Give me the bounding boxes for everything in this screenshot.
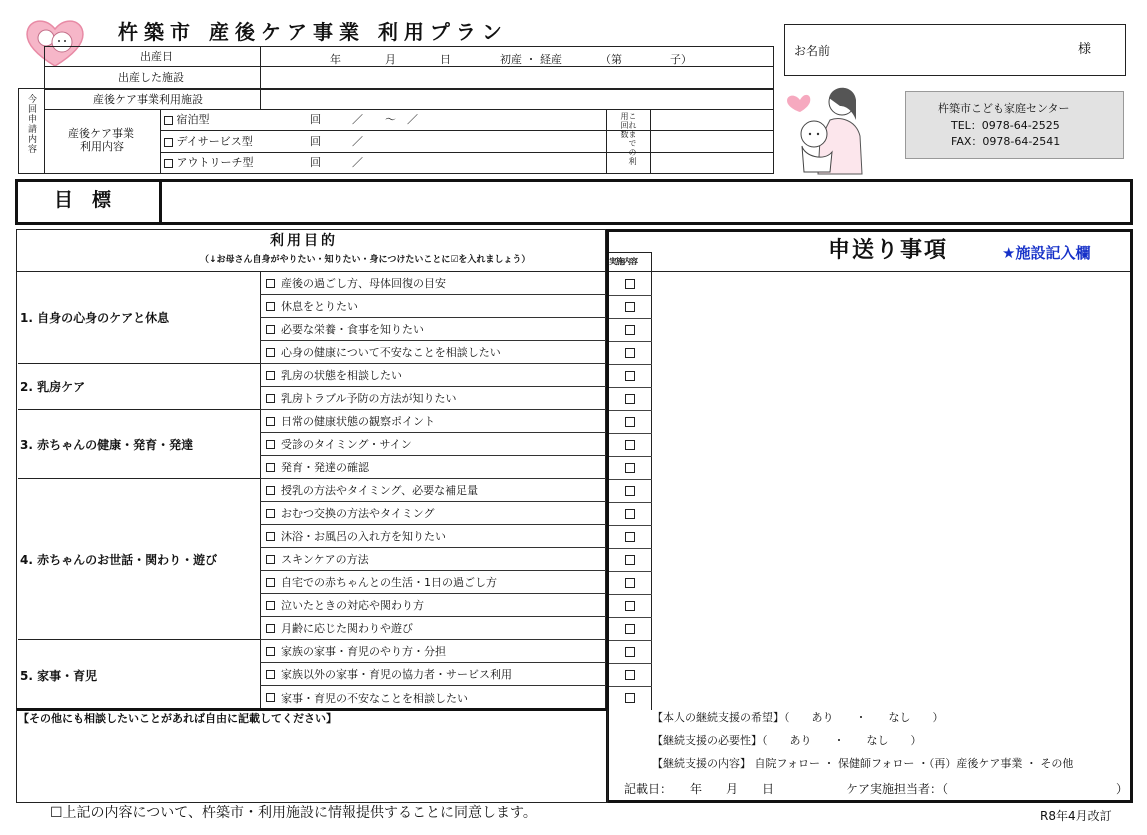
group-3: 3. 赤ちゃんの健康・発育・発達 [18,410,260,479]
staff-close: ） [1116,782,1129,796]
done-checkbox[interactable] [625,394,635,404]
record-date: 記載日： 年 月 日 [624,782,775,796]
continuation-need: 【継続支援の必要性】（ あり ・ なし ） [652,734,922,747]
done-checkbox[interactable] [625,279,635,289]
checkbox[interactable] [266,394,275,403]
purpose-item[interactable]: スキンケアの方法 [260,548,606,571]
purpose-subtitle: （↓お母さん自身がやりたい・知りたい・身につけたいことに☑を入れましょう） [200,255,531,265]
group-4: 4. 赤ちゃんのお世話・関わり・遊び [18,479,260,640]
purpose-item[interactable]: 月齢に応じた関わりや遊び [260,617,606,640]
mother-baby-illustration [780,80,870,176]
purpose-item[interactable]: 自宅での赤ちゃんとの生活・1日の過ごし方 [260,571,606,594]
purpose-item[interactable]: 授乳の方法やタイミング、必要な補足量 [260,479,606,502]
birth-facility-label: 出産した施設 [118,71,184,84]
checkbox[interactable] [266,486,275,495]
checkbox[interactable] [266,371,275,380]
purpose-item[interactable]: 心身の健康について不安なことを相談したい [260,341,606,364]
content-label-1: 産後ケア事業 [68,127,134,140]
checkbox[interactable] [266,509,275,518]
purpose-item[interactable]: 家族の家事・育児のやり方・分担 [260,640,606,663]
contact-tel: TEL：0978-64-2525 [951,119,1060,132]
group-1: 1. 自身の心身のケアと休息 [18,272,260,364]
checkbox[interactable] [266,601,275,610]
purpose-title: 利用目的 [270,233,338,249]
count-day: 回 [310,135,321,148]
done-checkbox[interactable] [625,486,635,496]
current-request-label: 今回申請内容 [26,94,36,154]
goal-label: 目 標 [54,189,112,211]
done-checkbox[interactable] [625,532,635,542]
checkbox[interactable] [266,532,275,541]
purpose-item[interactable]: 発育・発達の確認 [260,456,606,479]
done-checkbox[interactable] [625,670,635,680]
handover-note: ★施設記入欄 [1002,244,1091,262]
purpose-item[interactable]: 沐浴・お風呂の入れ方を知りたい [260,525,606,548]
past-count-label: これまでの利用回数 [620,112,637,166]
purpose-item[interactable]: 家事・育児の不安なことを相談したい [260,686,606,709]
purpose-item[interactable]: 乳房の状態を相談したい [260,364,606,387]
use-facility-label: 産後ケア事業利用施設 [93,93,203,106]
done-checkbox[interactable] [625,440,635,450]
other-label: 【その他にも相談したいことがあれば自由に記載してください】 [18,712,337,725]
purpose-item[interactable]: 乳房トラブル予防の方法が知りたい [260,387,606,410]
done-header: 実施内容 [609,257,637,266]
checkbox[interactable] [266,302,275,311]
checkbox[interactable] [266,325,275,334]
continuation-wish: 【本人の継続支援の希望】（ あり ・ なし ） [652,711,944,724]
checkbox[interactable] [164,138,173,147]
checkbox[interactable] [266,417,275,426]
purpose-item[interactable]: 受診のタイミング・サイン [260,433,606,456]
purpose-item[interactable]: 家族以外の家事・育児の協力者・サービス利用 [260,663,606,686]
checkbox[interactable] [164,159,173,168]
done-checkbox[interactable] [625,463,635,473]
checkbox[interactable] [266,647,275,656]
checkbox[interactable] [266,693,275,702]
name-suffix: 様 [1078,42,1092,57]
handover-title: 申送り事項 [828,238,949,263]
birth-date-fields: 年 月 日 初産 ・ 経産 （第 子） [330,53,692,66]
birth-date-label: 出産日 [140,50,173,63]
done-checkbox[interactable] [625,624,635,634]
purpose-item[interactable]: 休息をとりたい [260,295,606,318]
purpose-item[interactable]: 日常の健康状態の観察ポイント [260,410,606,433]
name-label: お名前 [794,44,831,58]
staff-label: ケア実施担当者：（ [846,782,949,796]
revision-text: R8年4月改訂 [1040,809,1112,823]
type-row-stay: 宿泊型 [164,114,210,125]
done-checkbox[interactable] [625,647,635,657]
done-checkbox[interactable] [625,302,635,312]
dates-day: ／ [352,135,363,148]
purpose-item[interactable]: 泣いたときの対応や関わり方 [260,594,606,617]
checkbox[interactable] [266,624,275,633]
done-checkbox[interactable] [625,555,635,565]
continuation-content: 【継続支援の内容】 自院フォロー ・ 保健師フォロー ・（再）産後ケア事業 ・ その他 [652,757,1074,770]
purpose-item[interactable]: 産後の過ごし方、母体回復の目安 [260,272,606,295]
checkbox[interactable] [266,348,275,357]
checkbox[interactable] [266,440,275,449]
count-stay: 回 [310,113,321,126]
dates-stay: ／ ～ ／ [352,113,418,126]
done-checkbox[interactable] [625,693,635,703]
checkbox[interactable] [266,279,275,288]
goal-box [15,179,1133,225]
done-checkbox[interactable] [625,348,635,358]
done-checkbox[interactable] [625,325,635,335]
checkbox[interactable] [266,578,275,587]
group-2: 2. 乳房ケア [18,364,260,410]
done-checkbox[interactable] [625,601,635,611]
dates-outreach: ／ [352,156,363,169]
checkbox[interactable] [266,555,275,564]
done-checkbox[interactable] [625,509,635,519]
type-row-day: デイサービス型 [164,136,253,147]
done-checkbox[interactable] [625,578,635,588]
purpose-item[interactable]: おむつ交換の方法やタイミング [260,502,606,525]
type-row-outreach: アウトリーチ型 [164,157,254,168]
checkbox[interactable] [266,670,275,679]
checkbox[interactable] [164,116,173,125]
contact-fax: FAX：0978-64-2541 [951,135,1061,148]
purpose-item[interactable]: 必要な栄養・食事を知りたい [260,318,606,341]
group-5: 5. 家事・育児 [20,668,98,683]
contact-org: 杵築市こども家庭センター [938,102,1070,115]
name-box[interactable] [784,24,1126,76]
count-outreach: 回 [310,156,321,169]
consent-text[interactable]: ☐上記の内容について、杵築市・利用施設に情報提供することに同意します。 [50,805,537,821]
content-label-2: 利用内容 [80,140,124,153]
done-checkbox[interactable] [625,417,635,427]
done-checkbox[interactable] [625,371,635,381]
page-title: 杵築市 産後ケア事業 利用プラン [118,20,508,44]
checkbox[interactable] [266,463,275,472]
